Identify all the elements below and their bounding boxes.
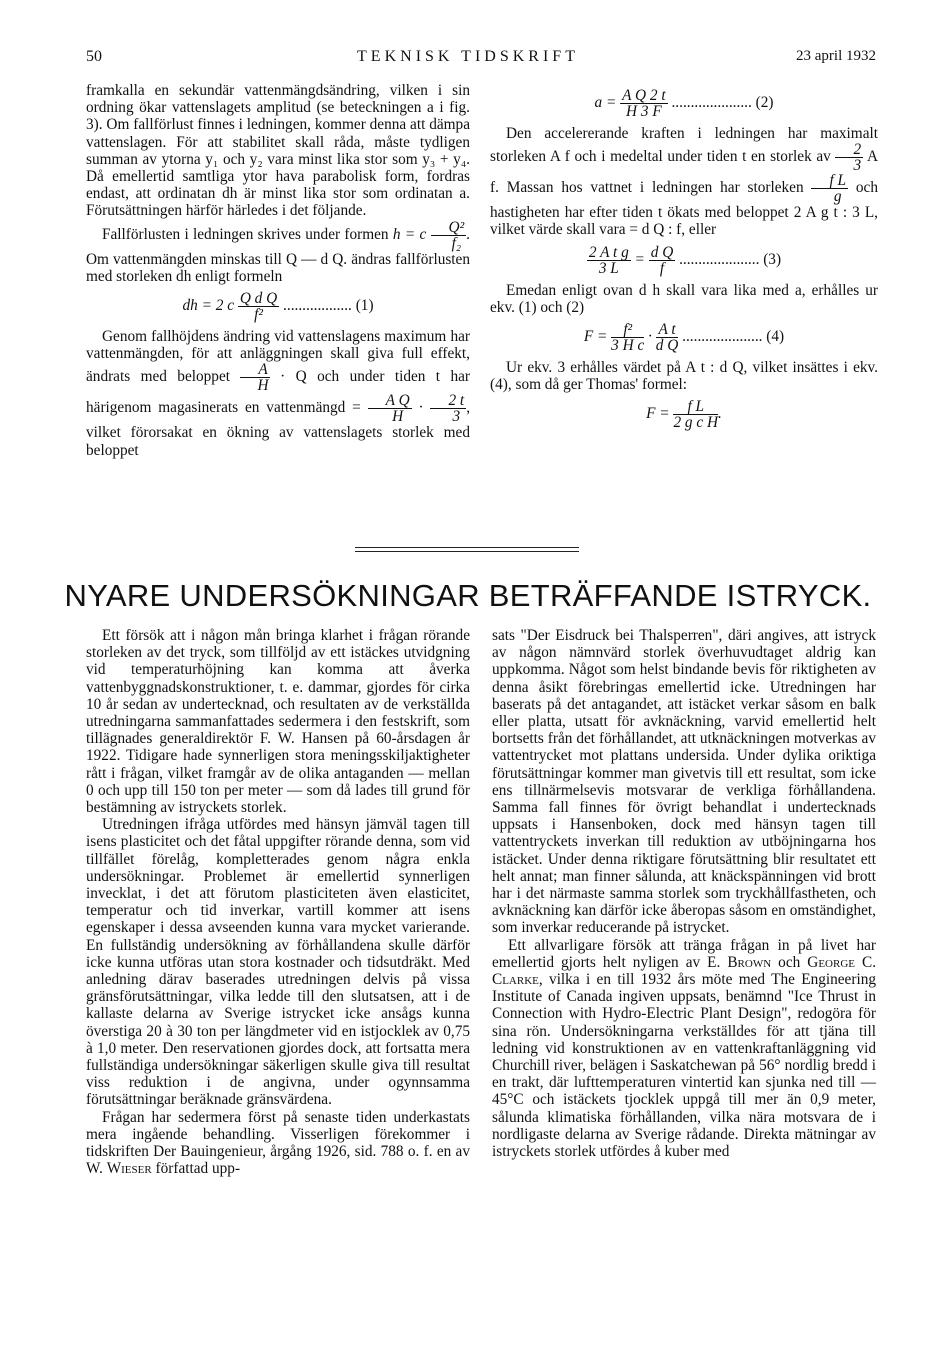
article-heading: NYARE UNDERSÖKNINGAR BETRÄFFANDE ISTRYCK. xyxy=(64,578,872,613)
paragraph: framkalla en sekundär vattenmängdsändring, vilken i sin ordning ökar vattenslagets amplitud (se beteckningen a i fig. 3). Om fallförlust finnes i ledningen, kommer denna att dämpa vattenslagen. För att stabilitet skall råda, måste tydligen summan av ytorna y₁ och y₂ vara minst lika stor som y₃ + y₄. Då emellertid samtliga ytor hava parabolisk form, fordras endast, att ordinatan dh är minst lika stor som ordinatan a. Förutsättningen härför härledes i det följande. xyxy=(86,82,470,220)
formula-fraction: $\frac{\text{Q²}}{\text{f₂}}$ xyxy=(431,220,467,251)
top-right-column xyxy=(490,82,878,436)
equation-5: F = $\frac{\text{f L}}{\text{2 g c H}}$ . xyxy=(646,398,722,432)
equation-3: $\frac{\text{2 A t g}}{3 L}$ = $\frac{\text{d Q}}{f}$ ..................... (3) xyxy=(588,243,782,277)
paragraph: Ett allvarligare försök att tränga frågan in på livet har emellertid gjorts helt nyligen av E. Brown och George C. Clarke, vilka i en till 1932 års möte med The Engineering Institute of Canada ingiven uppsats, benämnd "Ice Thrust in Connection with Hydro-Electric Plant Design", redogöra för sina rön. Undersökningarna verkställdes för att tjäna till ledning vid konstruktionen av en vattenkraftanläggning vid Churchill river, belägen i Saskatchewan på 56° nordlig bredd i en trakt, där lufttemperaturen vintertid kan sjunka ned till — 45°C och istäckets tjocklek uppgå till mer än 0,9 meter, sålunda klimatiska förhållanden, vilka nära motsvara de i nordligaste delarna av Sverige rådande. Direkta mätningar av istryckets storlek utfördes å kuber med xyxy=(492,936,877,1161)
top-left-column xyxy=(86,82,470,459)
paragraph: Den accelererande kraften i ledningen har maximalt storleken A f och i medeltal under tiden t en storlek av $\frac{2}{3}$ A f. Massan hos vattnet i ledningen har storleken $\frac{\text{f L}}{g}$ och hastigheten har efter tiden t ökats med beloppet 2 A g t : 3 L, vilket värde skall vara = d Q : f, eller xyxy=(490,125,878,239)
paragraph: sats "Der Eisdruck bei Thalsperren", däri angives, att istryck av någon nämnvärd storlek överhuvudtaget aldrig kan uppkomma. Något som helst bindande bevis för riktigheten av denna åsikt förebringas emellertid icke. Utredningen har baserats på det antagandet, att istäcket verkar såsom en balk eller platta, utsatt för avknäckning, varvid emellertid helt bortsetts från det förhållandet, att utknäckningen motverkas av vattentrycket mot plattans undersida. Under dylika oriktiga förutsättningar kommer man givetvis till ett resultat, som icke ens tillnärmelsevis motsvarar de verkliga förhållandena. Samma fall finnes för övrigt behandlat i undertecknads uppsats i Hansenboken, dock med hänsyn tagen till vattentryckets inverkan till reduktion av utböjningarna hos istäcket. Under denna riktigare förutsättning blir resultatet ett helt annat; man finner sålunda, att knäckspänningen vid brott har i det närmaste samma storlek som tryckhållfastheten, och avknäckning kan därför icke åberopas såsom en omständighet, som inverkar reducerande på istrycket. xyxy=(492,627,876,937)
paragraph: Utredningen ifråga utfördes med hänsyn jämväl tagen till isens plasticitet och det fåtal uppgifter rörande denna, som vid tillfället förelåg, kompletterades genom några enkla undersökningar. Problemet är emellertid synnerligen invecklat, i det att förutom plasticiteten även elasticitet, temperatur och tid inverkar, vartill kommer att isens egenskaper i dessa avseenden kunna vara mycket varierande. En fullständig undersökning av förhållandena skulle därför icke kunna utföras utan stora kostnader och tidsutdräkt. Med anledning därav baserades utredningen delvis på vissa gränsförutsättningar, vilka ledde till den slutsatsen, att i de kallaste delarna av Sverige istrycket icke ansågs kunna överstiga 20 à 30 ton per längdmeter vid en istjocklek av 0,75 à 1,0 meter. Den reservationen gjordes dock, att fortsatta mera fullständiga undersökningar säkerligen skulle giva till resultat viss reduktion i de angivna, under ogynnsamma förutsättningar beräknade gränsvärdena. xyxy=(86,816,470,1109)
author-name: Brown xyxy=(727,953,772,971)
author-name: George C. Clarke xyxy=(492,953,877,989)
equation-2: a = $\frac{\text{A Q 2 t}}{H 3 F}$ ..................... (2) xyxy=(594,87,774,120)
divider-rule xyxy=(355,551,579,552)
paragraph: Frågan har sedermera först på senaste tiden underkastats mera ingående behandling. Visserligen förekommer i tidskriften Der Bauingenieur, årgång 1926, sid. 788 o. f. en av W. Wieser författad upp- xyxy=(86,1108,470,1178)
bottom-left-column xyxy=(86,627,470,1178)
journal-title: TEKNISK TIDSKRIFT xyxy=(357,48,579,65)
paragraph: Emedan enligt ovan d h skall vara lika med a, erhålles ur ekv. (1) och (2) xyxy=(490,281,878,316)
paragraph: Ett försök att i någon mån bringa klarhet i frågan rörande storleken av det tryck, som tillföljd av ett istäckes utvidgning vid temperaturhöjning kan komma att åverka vattenbyggnadskonstruktioner, t. e. dammar, gjordes för cirka 10 år sedan av undertecknad, och resultaten av de verkställda utredningarna sammanfattades sedermera i den festskrift, som tillägnades generaldirektör F. W. Hansen på 60-årsdagen år 1922. Tidigare hade synnerligen stora meningsskiljaktigheter rått i frågan, vilket framgår av de olika antaganden — mellan 0 och upp till 150 ton per meter — som då lades till grund för bestämning av istryckets storlek. xyxy=(86,627,470,817)
paragraph: Fallförlusten i ledningen skrives under formen h = c $\frac{\text{Q²}}{\text{f₂}}$ . Om vattenmängden minskas till Q — d Q. ändras fallförlusten med storleken dh enligt formeln xyxy=(86,218,470,285)
bottom-right-column xyxy=(492,627,876,1160)
page-number: 50 xyxy=(86,48,102,65)
equation-1: dh = 2 c $\frac{\text{Q d Q}}{\text{f²}}$ .................. (1) xyxy=(182,290,374,324)
paragraph: Genom fallhöjdens ändring vid vattenslagens maximum har vattenmängden, för att anläggningen skall giva full effekt, ändrats med beloppet $\frac{A}{H}$ · Q och under tiden t har härigenom magasinerats en vattenmängd = $\frac{\text{A Q}}{H}$ · $\frac{2 t}{3}$ , vilket förorsakat en ökning av vattenslagets storlek med beloppet xyxy=(86,328,471,459)
issue-date: 23 april 1932 xyxy=(796,48,876,64)
divider-rule xyxy=(355,547,579,548)
equation-4: F = $\frac{\text{f²}}{\text{3 H c}}$ · $\frac{\text{A t}}{\text{d Q}}$ ..................... (4) xyxy=(583,321,785,355)
author-name: Wieser xyxy=(106,1160,152,1178)
paragraph: Ur ekv. 3 erhålles värdet på A t : d Q, vilket insättes i ekv. (4), som då ger Thomas' formel: xyxy=(490,359,878,394)
